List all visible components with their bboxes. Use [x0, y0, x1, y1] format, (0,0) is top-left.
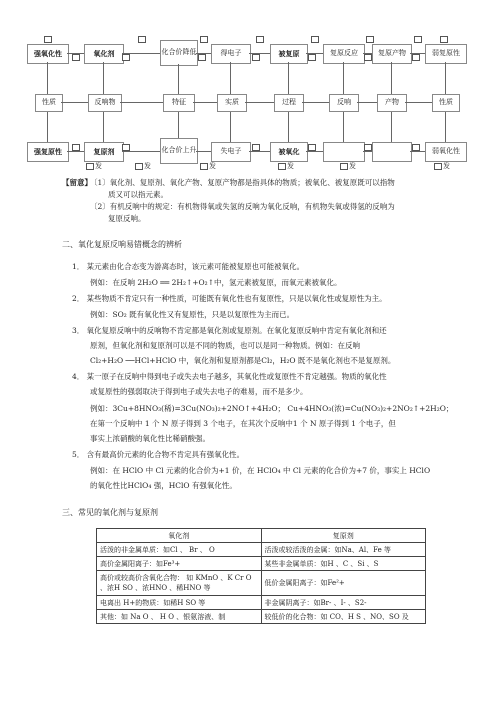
- table-cell: 活泼或较活泼的金属：如Na、Al、Fe 等: [261, 543, 426, 557]
- label-fa-1: 发: [95, 162, 102, 170]
- s2-p4-ex: 例如：3Cu+8HNO₃(稀)=3Cu(NO₃)₂+2NO↑+4H₂O； Cu+4HNO₃(浓)=Cu(NO₃)₂+2NO₂↑+2H₂O；: [90, 404, 454, 413]
- box-bot-1: 强复原性: [27, 142, 69, 162]
- label-fa-5: 发: [349, 162, 356, 170]
- box-bot-6: [323, 142, 365, 162]
- box-top-5: 被复原: [270, 44, 308, 64]
- s2-p5: 5． 含有最高价元素的化合物不肯定具有强氧化性。: [72, 450, 245, 459]
- box-mid-2: 反响物: [88, 94, 122, 112]
- box-top-7: 复原产物: [372, 44, 412, 64]
- s2-p3: 3． 氧化复原反响中的反响物不肯定都是氧化剂或复原剂。在氧化复原反响中肯定有氧化剂和还: [72, 326, 387, 335]
- section2-title: 二、氧化复原反响易错概念的辨析: [62, 240, 182, 249]
- label-fa-6: 发: [443, 162, 450, 170]
- s2-p1-ex: 例如：在反响 2H₂O ══ 2H₂↑+O₂↑中，氢元素被复原，而氧元素被氧化。: [90, 278, 342, 287]
- box-mid-4: 实质: [217, 94, 247, 112]
- label-fa-2: 发: [144, 162, 151, 170]
- table-row: [97, 557, 426, 571]
- box-top-4: 得电子: [211, 44, 251, 64]
- box-mid-5: 过程: [274, 94, 304, 112]
- box-top-8: 弱复原性: [425, 44, 467, 64]
- notes-item1-line2: 质又可以指元素。: [108, 190, 168, 199]
- box-top-6: 复原反应: [323, 44, 365, 64]
- s2-p1: 1． 某元素由化合态变为游离态时，该元素可能被复原也可能被氧化。: [72, 262, 305, 271]
- table-cell: 其他：如 Na O 、 H O 、银氨溶液、制: [97, 610, 262, 624]
- box-bot-8: 弱氧化性: [425, 142, 467, 162]
- label-fa-3: 发: [209, 162, 216, 170]
- box-mid-8: 性质: [432, 94, 460, 112]
- table-row: [97, 571, 426, 596]
- table-row: [97, 596, 426, 610]
- s2-p4: 4． 某一原子在反响中得到电子或失去电子越多，其氧化性或复原性不肯定越强。物质的氧化性: [72, 372, 387, 381]
- notes-item1-line1: 〔1〕氧化剂、复原剂、氧化产物、复原产物都是指具体的物质；被氧化、被复原既可以指物: [90, 178, 395, 187]
- s2-p3-b: 原剂，但氧化剂和复原剂可以是不同的物质，也可以是同一种物质。例如：在反响: [90, 341, 360, 350]
- s2-p5-ex: 例如：在 HClO 中 Cl 元素的化合价为+1 价，在 HClO₄ 中 Cl 元素的化合价为+7 价，事实上 HClO: [90, 466, 431, 475]
- table-cell: 高价金属阳离子：如Fe³+: [97, 557, 262, 571]
- box-bot-4: 失电子: [211, 142, 251, 162]
- table-cell: 非金属阴离子：如Br- 、I- 、S2-: [261, 596, 426, 610]
- section3-title: 三、常见的氧化剂与复原剂: [62, 508, 158, 517]
- s2-p2: 2． 某些物质不肯定只有一种性质，可能既有氧化性也有复原性，只是以氧化性或复原性为主。: [72, 294, 387, 303]
- oxidant-reductant-table: [96, 528, 426, 624]
- table-cell: 某些非金属单质：如H 、C 、Si 、S: [261, 557, 426, 571]
- box-mid-1: 性质: [35, 94, 63, 112]
- box-bot-3: 化合价上升: [160, 138, 198, 164]
- s2-p3-c: Cl₂+H₂O ──HCl+HClO 中，氧化剂和复原剂都是Cl₂，H₂O 既不是氧化剂也不是复原剂。: [90, 356, 396, 365]
- box-top-3: 化合价降低: [160, 40, 198, 66]
- header-reductant: 复原剂: [261, 529, 426, 543]
- notes-label: 【留意】: [62, 178, 92, 187]
- notes-item2-line1: 〔2〕有机反响中的规定：有机物得氧或失氢的反响为氧化反响，有机物失氧或得氢的反响为: [90, 202, 395, 211]
- table-row: [97, 543, 426, 557]
- s2-p4-d: 事实上浓硝酸的氧化性比稀硝酸强。: [90, 434, 210, 443]
- s2-p4-c: 在第一个反响中 1 个 N 原子得到 3 个电子，在其次个反响中1 个 N 原子得到 1 个电子，但: [90, 419, 396, 428]
- box-top-1: 强氧化性: [27, 44, 69, 64]
- s2-p2-ex: 例如：SO₂ 既有氧化性又有复原性，只是以复原性为主而已。: [90, 310, 295, 319]
- label-fa-4: 发: [287, 162, 294, 170]
- table-cell: 较低价的化合物：如 CO、H S 、NO、SO 及: [261, 610, 426, 624]
- table-cell: 低价金属阳离子：如Fe²+: [261, 571, 426, 596]
- box-bot-7: [372, 142, 412, 162]
- table-header-row: [97, 529, 426, 543]
- table-cell: 活泼的非金属单质：如Cl 、 Br 、 O: [97, 543, 262, 557]
- box-mid-6: 反响: [329, 94, 359, 112]
- box-top-2: 氧化剂: [84, 44, 124, 64]
- box-bot-2: 复原剂: [84, 142, 124, 162]
- box-mid-7: 产物: [377, 94, 407, 112]
- header-oxidant: 氧化剂: [97, 529, 262, 543]
- box-mid-3: 特征: [163, 94, 195, 112]
- table-cell: 高价或较高价含氧化合物： 如 KMnO 、K Cr O 、浓H SO 、浓HNO 、稀HNO 等: [97, 571, 262, 596]
- s2-p5-b: 的氧化性比HClO₄ 强，HClO 有强氧化性。: [90, 481, 237, 490]
- box-bot-5: 被氧化: [270, 142, 308, 162]
- notes-item2-line2: 复原反响。: [108, 214, 146, 223]
- table-row: [97, 610, 426, 624]
- table-cell: 电离出 H+的物质：如稀H SO 等: [97, 596, 262, 610]
- s2-p4-b: 或复原性的强弱取决于得到电子或失去电子的难易，而不是多少。: [90, 387, 308, 396]
